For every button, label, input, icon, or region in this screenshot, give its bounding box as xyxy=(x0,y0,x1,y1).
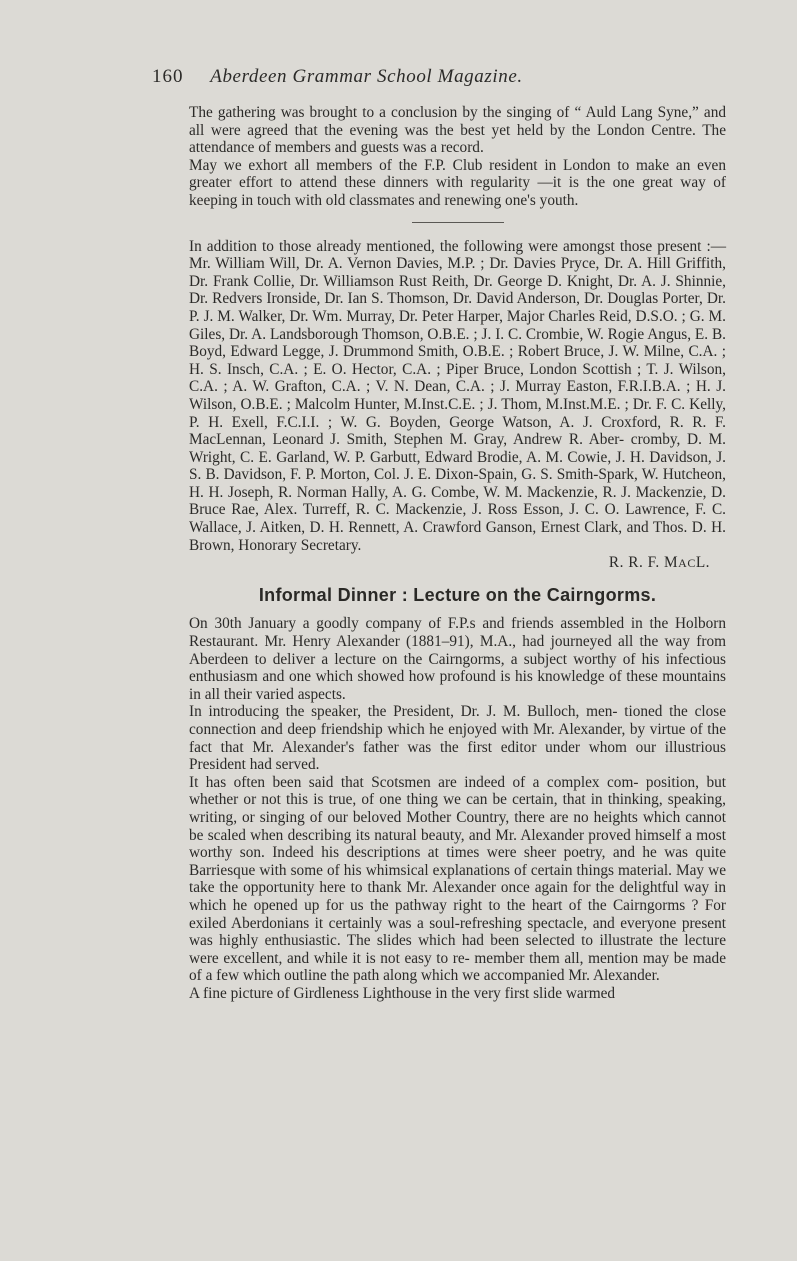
paragraph-president: In introducing the speaker, the President, Dr. J. M. Bulloch, men- tioned the close connection and deep friendship which he enjoyed with Mr. Alexander, by virtue of the fact that Mr. Alexander's father was the first editor under whom our illustrious President had served. xyxy=(189,703,726,774)
signature-initials: R. R. F. M xyxy=(608,554,679,572)
paragraph-girdleness: A fine picture of Girdleness Lighthouse in the very first slide warmed xyxy=(189,984,616,1002)
signature-smallcaps: AC xyxy=(678,556,696,571)
paragraph-exhortation: May we exhort all members of the F.P. Club resident in London to make an even greater effort to attend these dinners with regularity —it is the one great way of keeping in touch with old classmates and renewing one's youth. xyxy=(189,156,726,209)
signature-end: L. xyxy=(695,554,710,572)
paragraph-dinner-intro: On 30th January a goodly company of F.P.s and friends assembled in the Holborn Restaurant. Mr. Henry Alexander (1881–91), M.A., had journeyed all the way from Aberdeen to deliver a lecture on the Cairngorms, a subject worthy of his infectious enthusiasm and one which showed how profound is his knowledge of these mountains in all their varied aspects. xyxy=(189,615,726,703)
paragraph-scotsmen: It has often been said that Scotsmen are indeed of a complex com- position, but whether or not this is true, of one thing we can be certain, that in thinking, speaking, writing, or singing of our beloved Mother Country, there are no heights which cannot be scaled when describing its natural beauty, and Mr. Alexander proved himself a most worthy son. Indeed his descriptions at times were sheer poetry, and he was quite Barriesque with some of his whimsical explanations of certain things material. May we take the opportunity here to thank Mr. Alexander once again for the delightful way in which he opened up for us the pathway right to the heart of the Cairngorms ? For exiled Aberdonians it certainly was a soul-refreshing spectacle, and everyone present was highly enthusiastic. The slides which had been selected to illustrate the lecture were excellent, and while it is not easy to re- member them all, mention may be made of a few which outline the path along which we accompanied Mr. Alexander. xyxy=(189,773,726,985)
page-number: 160 xyxy=(152,66,184,87)
magazine-title: Aberdeen Grammar School Magazine. xyxy=(210,66,523,87)
author-signature xyxy=(189,554,726,573)
paragraph-closing-remarks: The gathering was brought to a conclusion by the singing of “ Auld Lang Syne,” and all were agreed that the evening was the best yet held by the London Centre. The attendance of members and guests was a record. xyxy=(189,104,726,157)
paragraph-attendees: In addition to those already mentioned, the following were amongst those present :—Mr. William Will, Dr. A. Vernon Davies, M.P. ; Dr. Davies Pryce, Dr. A. Hill Griffith, Dr. Frank Collie, Dr. Williamson Rust Reith, Dr. George D. Knight, Dr. A. J. Shinnie, Dr. Redvers Ironside, Dr. Ian S. Thomson, Dr. David Anderson, Dr. Douglas Porter, Dr. P. J. M. Walker, Dr. Wm. Murray, Dr. Peter Harper, Major Charles Reid, D.S.O. ; G. M. Giles, Dr. A. Landsborough Thomson, O.B.E. ; J. I. C. Crombie, W. Rogie Angus, E. B. Boyd, Edward Legge, J. Drummond Smith, O.B.E. ; Robert Bruce, J. W. Milne, C.A. ; H. S. Insch, C.A. ; E. O. Hector, C.A. ; Piper Bruce, London Scottish ; T. J. Wilson, C.A. ; A. W. Grafton, C.A. ; V. N. Dean, C.A. ; J. Murray Easton, F.R.I.B.A. ; H. J. Wilson, O.B.E. ; Malcolm Hunter, M.Inst.C.E. ; J. Thom, M.Inst.M.E. ; Dr. F. C. Kelly, P. H. Exell, F.C.I.I. ; W. G. Boyden, George Watson, A. J. Croxford, R. R. F. MacLennan, Leonard J. Smith, Stephen M. Gray, Andrew R. Aber- cromby, D. M. Wright, C. E. Garland, W. P. Garbutt, Edward Brodie, A. M. Cowie, J. H. Davidson, J. S. B. Davidson, F. P. Morton, Col. J. E. Dixon-Spain, G. S. Smith-Spark, W. Hutcheon, H. H. Joseph, R. Norman Hally, A. G. Combe, W. M. Mackenzie, R. J. Mackenzie, D. Bruce Rae, Alex. Turreff, R. C. Mackenzie, J. Ross Esson, J. C. O. Lawrence, F. C. Wallace, J. Aitken, D. H. Rennett, A. Crawford Ganson, Ernest Clark, and Thos. D. H. Brown, Honorary Secretary. xyxy=(189,237,726,554)
text-column xyxy=(189,104,726,1003)
section-heading: Informal Dinner : Lecture on the Cairngorms. xyxy=(258,584,657,605)
running-header xyxy=(152,66,672,88)
section-divider xyxy=(412,222,504,223)
